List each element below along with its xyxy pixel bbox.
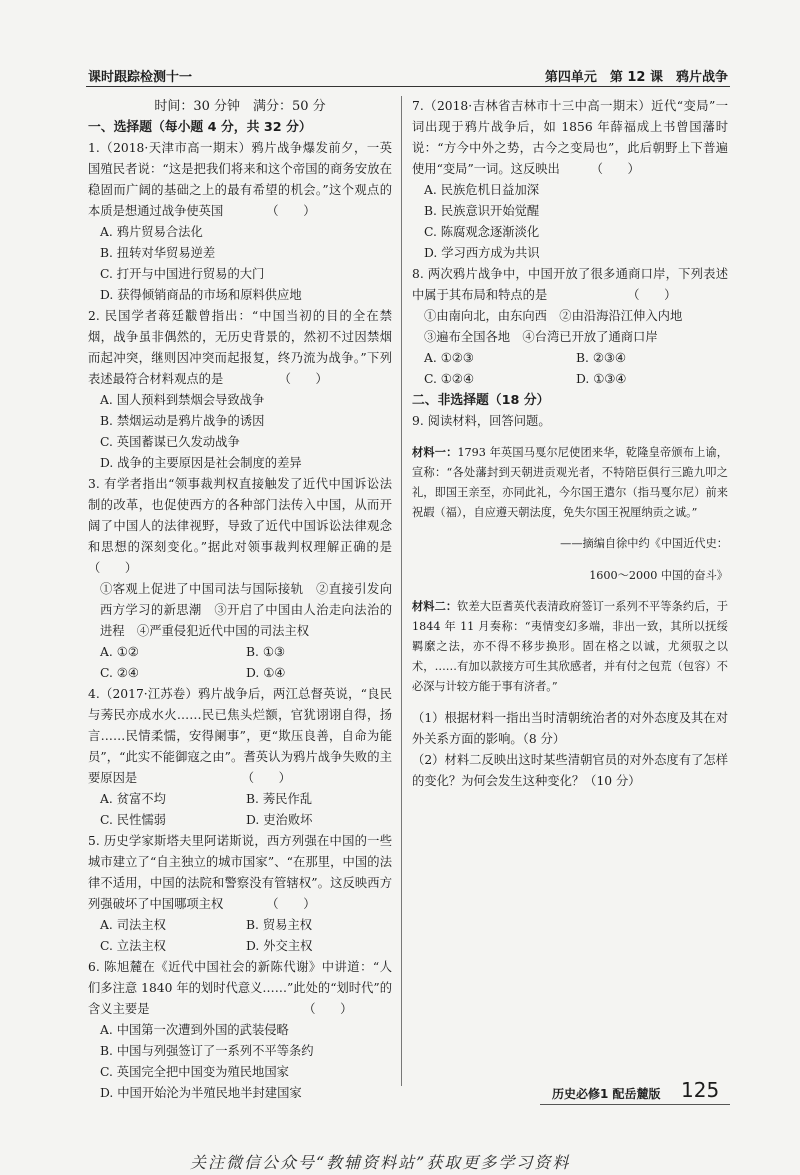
material-2-label: 材料二： <box>412 599 458 613</box>
material-1 <box>412 443 728 523</box>
material-1-label: 材料一： <box>412 446 458 460</box>
q1-option-d: D. 获得倾销商品的市场和原料供应地 <box>100 288 302 302</box>
q8-statements-2: ③遍布全国各地 ④台湾已开放了通商口岸 <box>424 330 658 344</box>
q3-statements: ①客观上促进了中国司法与国际接轨 ②直接引发向西方学习的新思潮 ③开启了中国由人治走向法治的进程 ④严重侵犯近代中国的司法主权 <box>100 582 392 638</box>
q2-option-d: D. 战争的主要原因是社会制度的差异 <box>100 456 302 470</box>
q3-options-row-2 <box>88 663 392 684</box>
header-left: 课时跟踪检测十一 <box>88 70 193 85</box>
question-6 <box>88 957 392 1104</box>
q3-option-d: D. ①④ <box>246 666 286 680</box>
material-1-text: 1793 年英国马戛尔尼使团来华，乾隆皇帝颁布上谕，宣称：“各处藩封到天朝进贡观光者，不特陪臣俱行三跪九叩之礼，即国王亲至，亦同此礼，今尔国王遣尔（指马戛尔尼）前来祝嘏（福），自应遵天朝法度，免失尔国王祝厘纳贡之诚。” <box>412 446 728 520</box>
q8-option-d: D. ①③④ <box>576 372 627 386</box>
footer-divider <box>540 1104 730 1105</box>
question-1 <box>88 138 392 306</box>
q5-option-a: A. 司法主权 <box>100 918 166 932</box>
header-right: 第四单元 第 12 课 鸦片战争 <box>544 70 728 85</box>
q1-option-a: A. 鸦片贸易合法化 <box>100 225 203 239</box>
q8-option-a: A. ①②③ <box>424 351 474 365</box>
q7-option-b: B. 民族意识开始觉醒 <box>424 204 540 218</box>
q5-options-row-1 <box>88 915 392 936</box>
question-8 <box>412 264 728 390</box>
time-score: 时间：30 分钟 满分：50 分 <box>154 99 326 114</box>
q8-options-row-1 <box>412 348 728 369</box>
material-2-text: 钦差大臣耆英代表清政府签订一系列不平等条约后，于 1844 年 11 月奏称：“夷情变幻多端，非出一致，其所以抚绥羁縻之法，亦不得不移步换形。固在格之以诚，尤须驭之以术，……有加以款接方可生其欣感者，并有付之包荒（包容）不必深与计较方能于事有济者。” <box>412 599 728 693</box>
q2-stem: 2. 民国学者蒋廷黻曾指出：“中国当初的目的全在禁烟，战争虽非偶然的，无历史背景的，然初不过因禁烟而起冲突，继则因冲突而起报复，终乃流为战争。”下列表述最符合材料观点的是 （ ） <box>88 309 392 386</box>
q4-option-b: B. 莠民作乱 <box>246 792 313 806</box>
q4-option-d: D. 吏治败坏 <box>246 813 313 827</box>
question-7 <box>412 96 728 264</box>
q5-option-b: B. 贸易主权 <box>246 918 313 932</box>
q2-option-a: A. 国人预料到禁烟会导致战争 <box>100 393 265 407</box>
section-choice-title: 一、选择题（每小题 4 分，共 32 分） <box>88 120 312 135</box>
q8-options-row-2 <box>412 369 728 390</box>
footer-book-label: 历史必修1 配岳麓版 <box>552 1087 661 1101</box>
handwritten-note: 关注微信公众号“教辅资料站”获取更多学习资料 <box>190 1153 571 1172</box>
material-1-source-1: ——摘编自徐中约《中国近代史： <box>560 537 728 551</box>
q7-option-a: A. 民族危机日益加深 <box>424 183 540 197</box>
q5-option-d: D. 外交主权 <box>246 939 313 953</box>
subquestion-2: （2）材料二反映出这时某些清朝官员的对外态度有了怎样的变化？为何会发生这种变化？（10 分） <box>412 752 728 788</box>
column-divider <box>401 96 402 1086</box>
q9-intro: 9. 阅读材料，回答问题。 <box>412 414 551 428</box>
q3-option-a: A. ①② <box>100 645 139 659</box>
q3-options-row-1 <box>88 642 392 663</box>
q2-option-c: C. 英国蓄谋已久发动战争 <box>100 435 240 449</box>
q6-option-a: A. 中国第一次遭到外国的武装侵略 <box>100 1023 289 1037</box>
q4-options-row-1 <box>88 789 392 810</box>
q6-option-c: C. 英国完全把中国变为殖民地国家 <box>100 1065 289 1079</box>
q2-option-b: B. 禁烟运动是鸦片战争的诱因 <box>100 414 265 428</box>
q7-option-d: D. 学习西方成为共识 <box>424 246 540 260</box>
q3-option-c: C. ②④ <box>100 666 139 680</box>
q1-option-c: C. 打开与中国进行贸易的大门 <box>100 267 265 281</box>
question-5 <box>88 831 392 957</box>
q3-option-b: B. ①③ <box>246 645 285 659</box>
page-number: 125 <box>681 1078 720 1102</box>
q6-option-d: D. 中国开始沦为半殖民地半封建国家 <box>100 1086 302 1100</box>
section-nonchoice-title: 二、非选择题（18 分） <box>412 393 550 408</box>
q6-stem: 6. 陈旭麓在《近代中国社会的新陈代谢》中讲道：“人们多注意 1840 年的划时代意义……”此处的“划时代”的含义主要是 （ ） <box>88 960 392 1016</box>
q8-option-c: C. ①②④ <box>424 372 474 386</box>
q7-option-c: C. 陈腐观念逐渐淡化 <box>424 225 540 239</box>
q4-options-row-2 <box>88 810 392 831</box>
q1-stem: 1.（2018·天津市高一期末）鸦片战争爆发前夕，一英国殖民者说：“这是把我们将来和这个帝国的商务安放在稳固而广阔的基础之上的最有希望的机会。”这个观点的本质是想通过战争使英国 （ ） <box>88 141 392 218</box>
q8-stem: 8. 两次鸦片战争中，中国开放了很多通商口岸，下列表述中属于其布局和特点的是 （ ） <box>412 267 728 302</box>
question-4 <box>88 684 392 831</box>
q4-option-a: A. 贫富不均 <box>100 792 166 806</box>
q5-options-row-2 <box>88 936 392 957</box>
q8-option-b: B. ②③④ <box>576 351 626 365</box>
q5-stem: 5. 历史学家斯塔夫里阿诺斯说，西方列强在中国的一些城市建立了“自主独立的城市国家”、“在那里，中国的法律不适用，中国的法院和警察没有管辖权”。这反映西方列强破坏了中国哪项主权 （ ） <box>88 834 392 911</box>
q6-option-b: B. 中国与列强签订了一系列不平等条约 <box>100 1044 314 1058</box>
q8-statements-1: ①由南向北，由东向西 ②由沿海沿江伸入内地 <box>424 309 683 323</box>
q7-stem: 7.（2018·吉林省吉林市十三中高一期末）近代“变局”一词出现于鸦片战争后，如 1856 年薛福成上书曾国藩时说：“方今中外之势，古今之变局也”，此后朝野上下普遍使用“变局”一词。这反映出 （ ） <box>412 99 728 176</box>
header-divider <box>86 86 730 87</box>
q4-stem: 4.（2017·江苏卷）鸦片战争后，两江总督英说，“良民与莠民亦成水火……民已焦头烂额，官犹诩诩自得，扬言……民情柔懦，安得阑事”，更“欺压良善，自命为能员”，“此实不能御寇之由”。耆英认为鸦片战争失败的主要原因是 （ ） <box>88 687 392 785</box>
subquestion-1: （1）根据材料一指出当时清朝统治者的对外态度及其在对外关系方面的影响。（8 分） <box>412 710 728 746</box>
q3-stem: 3. 有学者指出“领事裁判权直接触发了近代中国诉讼法制的改革，也促使西方的各种部门法传入中国，从而开阔了中国人的法律视野，导致了近代中国诉讼法律观念和思想的深刻变化。”据此对领事裁判权理解正确的是 （ ） <box>88 477 614 575</box>
question-2 <box>88 306 392 474</box>
material-2 <box>412 597 728 697</box>
right-column <box>412 96 728 792</box>
q1-option-b: B. 扭转对华贸易逆差 <box>100 246 216 260</box>
q4-option-c: C. 民性懦弱 <box>100 813 166 827</box>
q5-option-c: C. 立法主权 <box>100 939 166 953</box>
material-1-source-2: 1600～2000 中国的奋斗》 <box>589 568 728 582</box>
